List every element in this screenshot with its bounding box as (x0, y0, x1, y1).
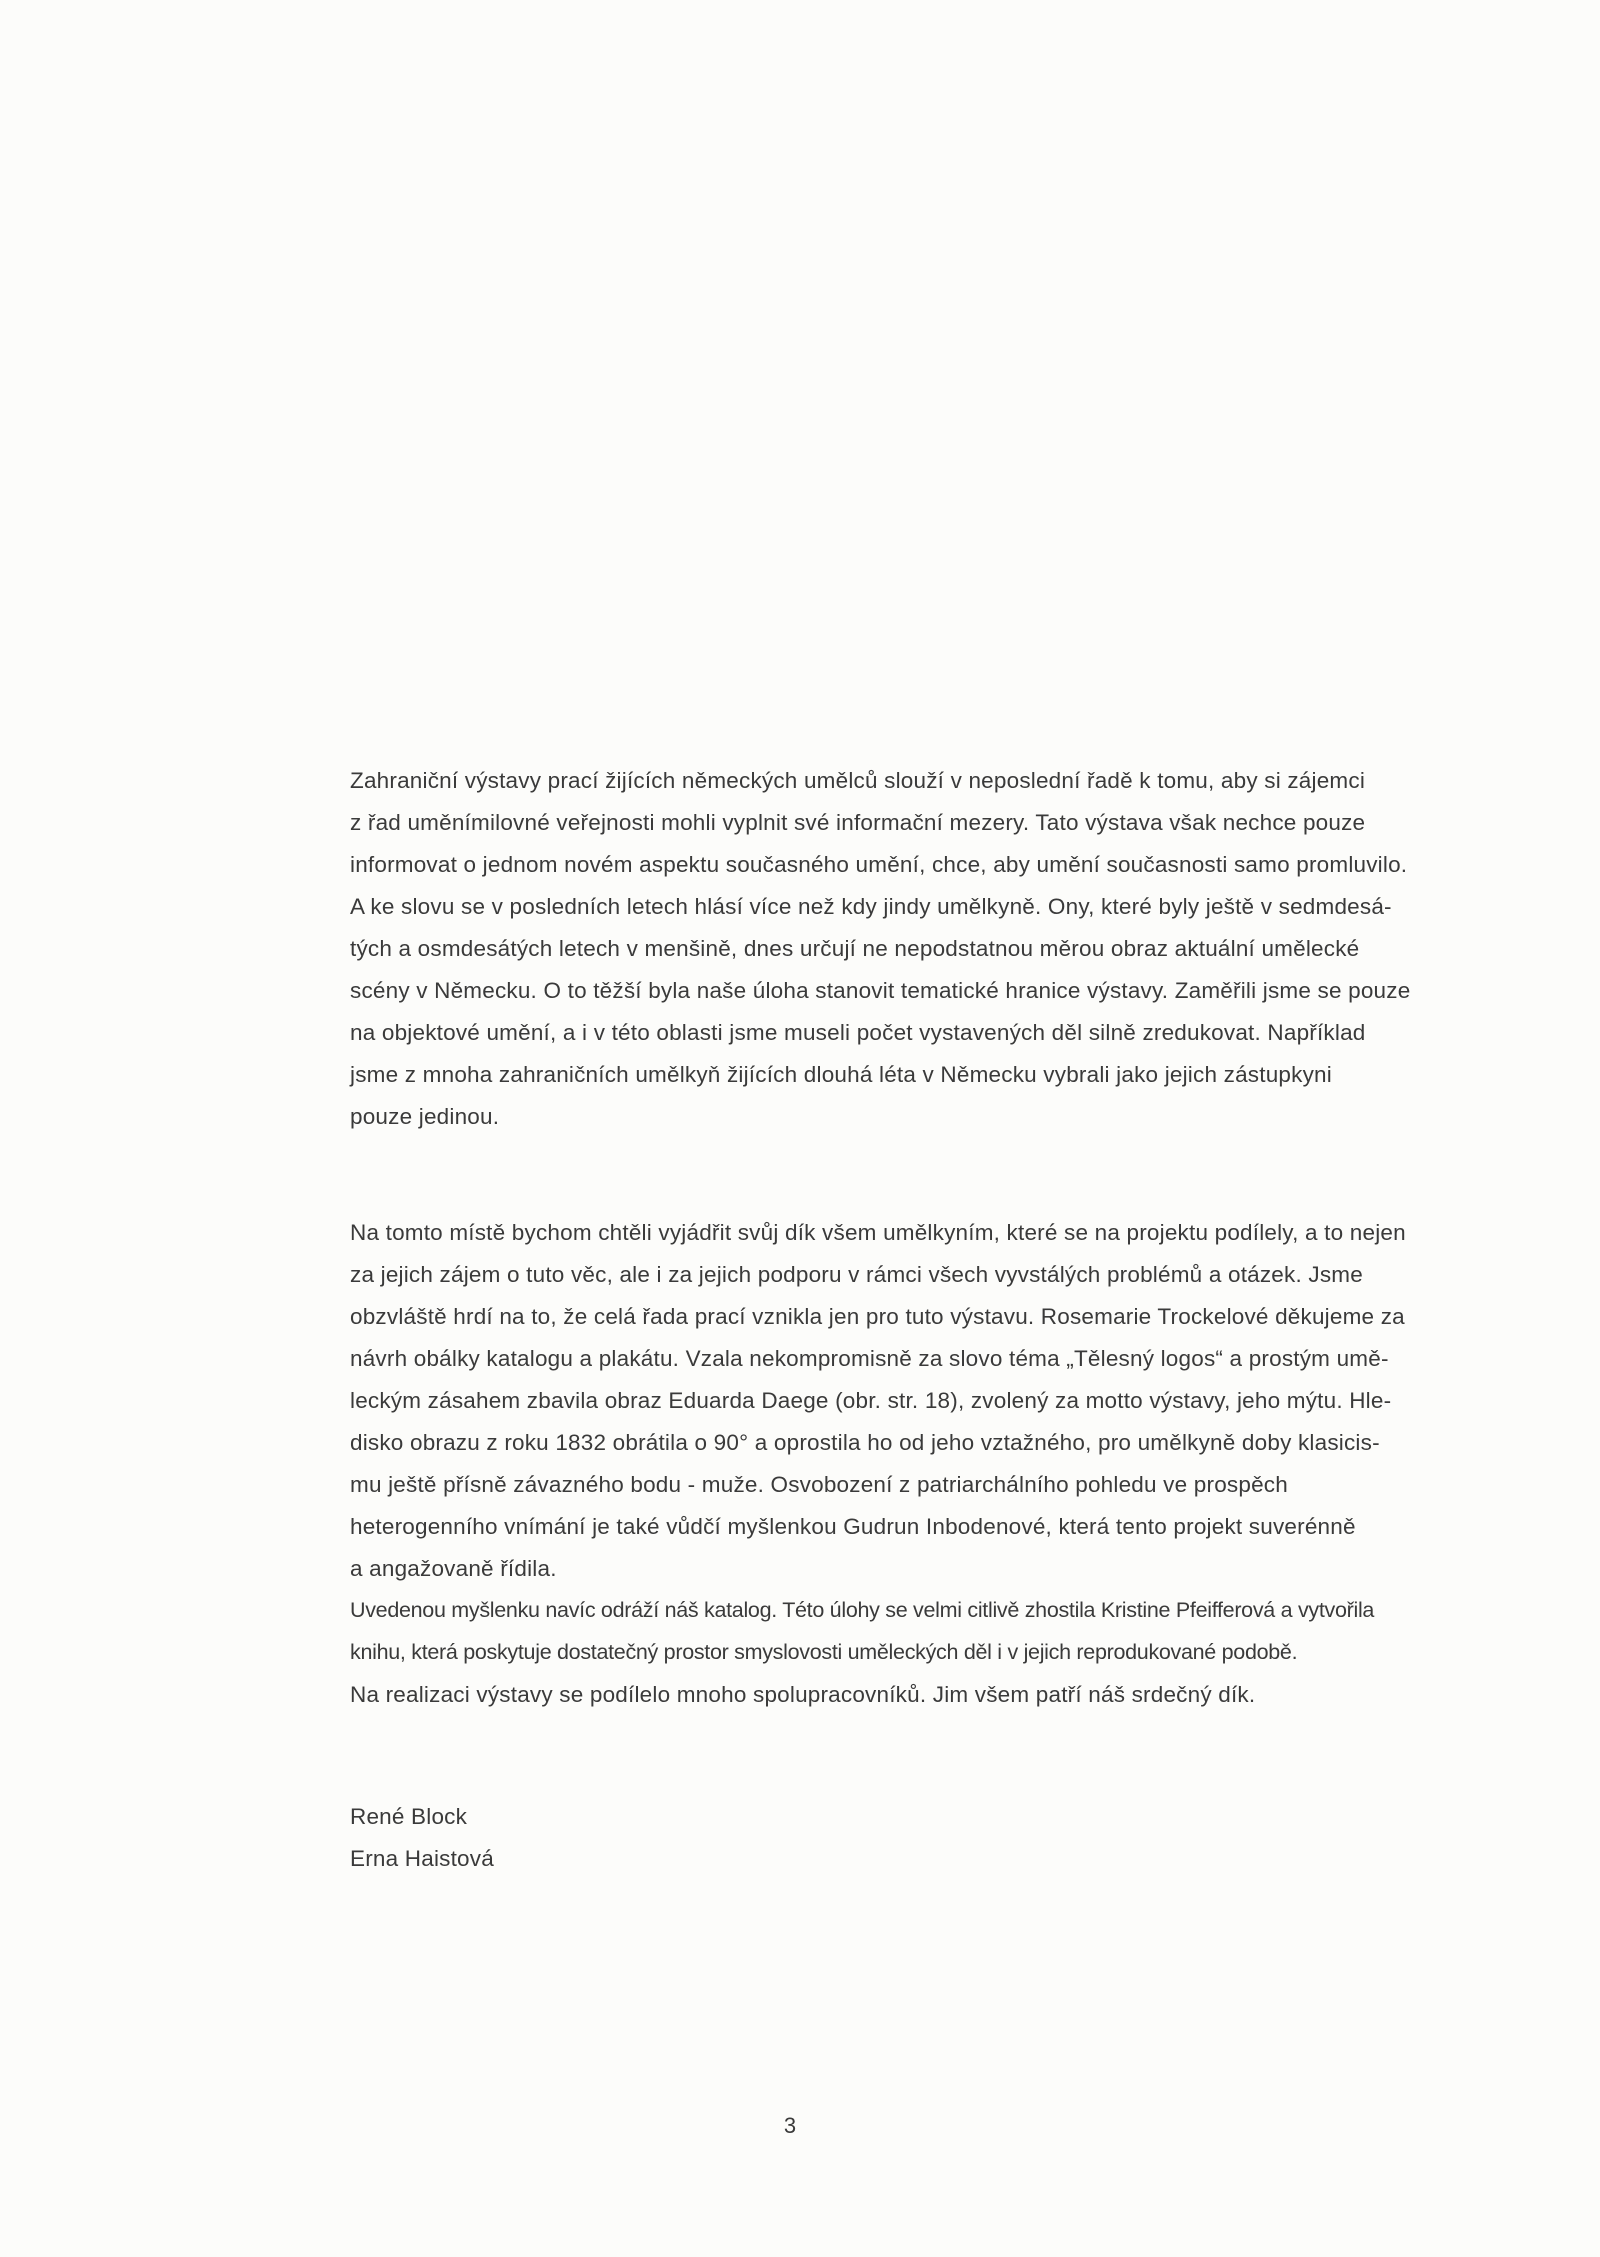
paragraph-line: A ke slovu se v posledních letech hlásí více než kdy jindy umělkyně. Ony, které byly ještě v sedmdesá- (350, 894, 1392, 919)
paragraph-line: obzvláště hrdí na to, že celá řada prací vznikla jen pro tuto výstavu. Rosemarie Trockelové děkujeme za (350, 1304, 1405, 1329)
paragraph-line: a angažovaně řídila. (350, 1556, 557, 1581)
signature-name: René Block (350, 1804, 468, 1829)
paragraph-line: Na realizaci výstavy se podílelo mnoho spolupracovníků. Jim všem patří náš srdečný dík. (350, 1682, 1256, 1707)
paragraph-line: tých a osmdesátých letech v menšině, dnes určují ne nepodstatnou měrou obraz aktuální umělecké (350, 936, 1360, 961)
paragraph-line: heterogenního vnímání je také vůdčí myšlenkou Gudrun Inbodenové, která tento projekt suverénně (350, 1514, 1356, 1539)
paragraph-line: scény v Německu. O to těžší byla naše úloha stanovit tematické hranice výstavy. Zaměřili jsme se pouze (350, 978, 1411, 1003)
paragraph-line: Uvedenou myšlenku navíc odráží náš katalog. Této úlohy se velmi citlivě zhostila Kristine Pfeifferová a vytvořila (350, 1598, 1375, 1622)
paragraph-line: pouze jedinou. (350, 1104, 500, 1129)
paragraph-line: mu ještě přísně závazného bodu - muže. Osvobození z patriarchálního pohledu ve prospěch (350, 1472, 1288, 1497)
paragraph-line: na objektové umění, a i v této oblasti jsme museli počet vystavených děl silně zredukovat. Například (350, 1020, 1366, 1045)
paragraph-line: Na tomto místě bychom chtěli vyjádřit svůj dík všem umělkyním, které se na projektu podílely, a to nejen (350, 1220, 1406, 1245)
paragraph-line: leckým zásahem zbavila obraz Eduarda Daege (obr. str. 18), zvolený za motto výstavy, jeho mýtu. Hle- (350, 1388, 1392, 1413)
paragraph-line: jsme z mnoha zahraničních umělkyň žijících dlouhá léta v Německu vybrali jako jejich zástupkyni (350, 1062, 1332, 1087)
page-number: 3 (783, 2113, 797, 2138)
paragraph-line: disko obrazu z roku 1832 obrátila o 90° a oprostila ho od jeho vztažného, pro umělkyně doby klasicis- (350, 1430, 1380, 1455)
paragraph-line: návrh obálky katalogu a plakátu. Vzala nekompromisně za slovo téma „Tělesný logos“ a prostým umě- (350, 1346, 1389, 1371)
paragraph-line: za jejich zájem o tuto věc, ale i za jejich podporu v rámci všech vyvstálých problémů a otázek. Jsme (350, 1262, 1363, 1287)
paragraph-line: knihu, která poskytuje dostatečný prostor smyslovosti uměleckých děl i v jejich reprodukované podobě. (350, 1640, 1298, 1664)
paragraph-line: z řad uměnímilovné veřejnosti mohli vyplnit své informační mezery. Tato výstava však nechce pouze (350, 810, 1366, 835)
paragraph-line: informovat o jednom novém aspektu současného umění, chce, aby umění současnosti samo promluvilo. (350, 852, 1408, 877)
signature-name: Erna Haistová (350, 1846, 494, 1871)
paragraph-line: Zahraniční výstavy prací žijících německých umělců slouží v neposlední řadě k tomu, aby si zájemci (350, 768, 1366, 793)
